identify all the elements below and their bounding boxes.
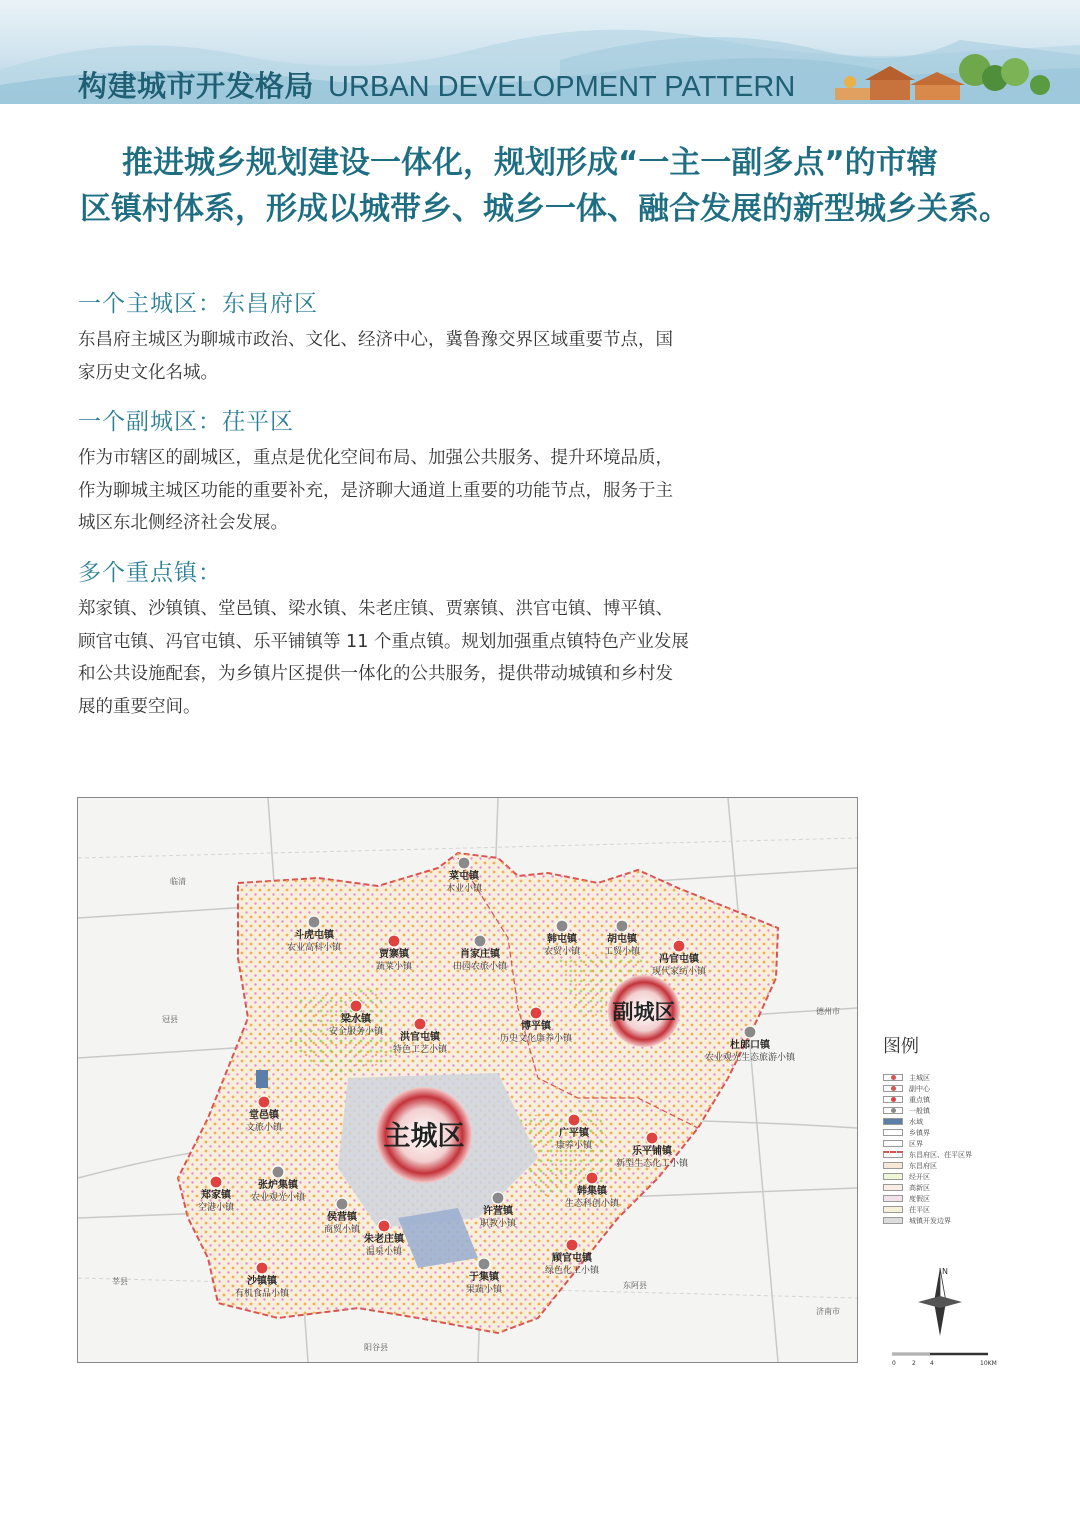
key-town-dot [414, 1018, 426, 1030]
general-town-dot [458, 857, 470, 869]
legend-label: 城镇开发边界 [909, 1216, 951, 1225]
legend-label: 主城区 [909, 1073, 930, 1082]
legend-item [883, 1182, 1003, 1193]
legend-swatch [883, 1173, 903, 1180]
place-label: 冠县 [162, 1015, 178, 1024]
town-tagline: 康养小镇 [555, 1141, 593, 1151]
general-town-dot [474, 935, 486, 947]
legend-label: 一般镇 [909, 1106, 930, 1115]
legend-swatch [883, 1162, 903, 1169]
north-arrow-and-scale [892, 1262, 1010, 1376]
legend-label: 东昌府区 [909, 1161, 937, 1170]
town-name: 侯营镇 [327, 1212, 357, 1223]
legend-items [883, 1072, 1003, 1226]
legend-label: 区界 [909, 1139, 923, 1148]
compass-label: N [942, 1267, 948, 1276]
section-sub-city-text: 作为市辖区的副城区，重点是优化空间布局、加强公共服务、提升环境品质，作为聊城主城区功能的重要补充，是济聊大通道上重要的功能节点，服务于主城区东北侧经济社会发展。 [78, 448, 673, 533]
town-tagline: 农贸小镇 [543, 947, 581, 957]
legend-swatch [883, 1107, 903, 1114]
town-tagline: 文旅小镇 [245, 1123, 283, 1133]
key-town-dot [256, 1262, 268, 1274]
town-name: 郑家镇 [201, 1190, 231, 1201]
town-name: 肖家庄镇 [460, 949, 500, 960]
scale-tick: 4 [930, 1360, 934, 1367]
legend-label: 东昌府区、茌平区界 [909, 1150, 972, 1159]
legend-item [883, 1215, 1003, 1226]
page-title-en: URBAN DEVELOPMENT PATTERN [328, 71, 796, 103]
key-town-dot [530, 1007, 542, 1019]
town-tagline: 生态科创小镇 [564, 1199, 620, 1209]
legend-label: 度假区 [909, 1194, 930, 1203]
scale-tick: 0 [892, 1360, 896, 1367]
legend-label: 副中心 [909, 1084, 930, 1093]
place-label: 德州市 [816, 1007, 840, 1016]
town-name: 博平镇 [521, 1021, 551, 1032]
key-town-dot [258, 1096, 270, 1108]
general-town-dot [492, 1192, 504, 1204]
legend-item [883, 1072, 1003, 1083]
legend-item [883, 1083, 1003, 1094]
general-town-dot [308, 916, 320, 928]
general-town-dot [478, 1258, 490, 1270]
legend-label: 高新区 [909, 1183, 930, 1192]
town-tagline: 现代家纺小镇 [651, 967, 707, 977]
general-town-dot [336, 1198, 348, 1210]
town-tagline: 特色工艺小镇 [392, 1045, 448, 1055]
page-title [78, 64, 795, 105]
legend-swatch [883, 1206, 903, 1213]
town-name: 朱老庄镇 [364, 1234, 404, 1245]
town-tagline: 工贸小镇 [603, 947, 641, 957]
legend-label: 茌平区 [909, 1205, 930, 1214]
town-tagline: 木业小镇 [445, 884, 483, 894]
legend-swatch [883, 1129, 903, 1136]
town-tagline: 历史文化康养小镇 [499, 1034, 573, 1044]
key-town-dot [378, 1220, 390, 1232]
legend-item [883, 1160, 1003, 1171]
town-tagline: 新型生态化工小镇 [615, 1159, 689, 1169]
legend-swatch [883, 1074, 903, 1081]
town-tagline: 农业观光生态旅游小镇 [704, 1053, 796, 1063]
map-canvas [78, 798, 857, 1362]
headline [80, 140, 1015, 232]
town-tagline: 农业观光小镇 [250, 1193, 306, 1203]
legend-item [883, 1149, 1003, 1160]
legend-label: 水域 [909, 1117, 923, 1126]
town-tagline: 农业高科小镇 [286, 943, 342, 953]
section-main-city-title: 一个主城区：东昌府区 [78, 291, 318, 317]
town-name: 广平镇 [559, 1128, 589, 1139]
legend-swatch [883, 1118, 903, 1125]
headline-line-2: 区镇村体系，形成以城带乡、城乡一体、融合发展的新型城乡关系。 [80, 191, 1010, 227]
legend-swatch [883, 1184, 903, 1191]
place-label: 济南市 [816, 1307, 840, 1316]
town-tagline: 绿色化工小镇 [544, 1266, 600, 1276]
planning-map [77, 797, 858, 1363]
town-name: 洪官屯镇 [400, 1032, 440, 1043]
headline-line-1: 推进城乡规划建设一体化，规划形成“一主一副多点”的市辖 [122, 145, 938, 181]
town-name: 沙镇镇 [247, 1276, 277, 1287]
legend-item [883, 1171, 1003, 1182]
legend-label: 重点镇 [909, 1095, 930, 1104]
town-tagline: 安全服务小镇 [328, 1027, 384, 1037]
legend-item [883, 1204, 1003, 1215]
town-name: 许营镇 [483, 1206, 513, 1217]
place-label: 阳谷县 [364, 1343, 388, 1352]
town-name: 杜郎口镇 [730, 1040, 770, 1051]
legend-swatch [883, 1217, 903, 1224]
town-name: 乐平铺镇 [632, 1146, 672, 1157]
town-tagline: 有机食品小镇 [234, 1289, 290, 1299]
key-town-dot [210, 1176, 222, 1188]
town-name: 顾官屯镇 [552, 1253, 592, 1264]
town-name: 冯官屯镇 [659, 954, 699, 965]
key-town-dot [350, 1000, 362, 1012]
header-banner [0, 0, 1080, 104]
general-town-dot [616, 920, 628, 932]
legend-swatch [883, 1195, 903, 1202]
legend-swatch [883, 1151, 903, 1158]
place-label: 临清 [170, 877, 186, 886]
map-legend [883, 1032, 1003, 1226]
legend-item [883, 1127, 1003, 1138]
town-tagline: 田园农旅小镇 [452, 962, 508, 972]
town-tagline: 职教小镇 [479, 1219, 517, 1229]
general-town-dot [556, 920, 568, 932]
legend-label: 经开区 [909, 1172, 930, 1181]
legend-title: 图例 [883, 1036, 919, 1057]
legend-item [883, 1138, 1003, 1149]
town-name: 斗虎屯镇 [294, 930, 334, 941]
legend-item [883, 1193, 1003, 1204]
key-town-dot [568, 1114, 580, 1126]
main-city-label: 主城区 [383, 1121, 465, 1152]
key-town-dot [646, 1132, 658, 1144]
general-town-dot [272, 1166, 284, 1178]
town-tagline: 商贸小镇 [323, 1225, 361, 1235]
page-title-cn: 构建城市开发格局 [78, 71, 315, 103]
legend-label: 乡镇界 [909, 1128, 930, 1137]
key-town-dot [673, 940, 685, 952]
section-sub-city-title: 一个副城区：茌平区 [78, 409, 294, 435]
town-tagline: 温泉小镇 [365, 1247, 403, 1257]
section-key-towns-text: 郑家镇、沙镇镇、堂邑镇、梁水镇、朱老庄镇、贾寨镇、洪官屯镇、博平镇、顾官屯镇、冯官屯镇、乐平铺镇等 11 个重点镇。规划加强重点镇特色产业发展和公共设施配套，为乡镇片区提供一体化的公共服务，提供带动城镇和乡村发展的重要空间。 [78, 599, 689, 717]
section-main-city-text: 东昌府主城区为聊城市政治、文化、经济中心，冀鲁豫交界区域重要节点，国家历史文化名城。 [78, 330, 673, 383]
legend-item [883, 1116, 1003, 1127]
scale-label: 10KM [980, 1360, 997, 1367]
legend-swatch [883, 1096, 903, 1103]
section-key-towns-title: 多个重点镇： [78, 560, 222, 586]
place-label: 东阿县 [623, 1281, 647, 1290]
town-tagline: 空港小镇 [197, 1203, 235, 1213]
legend-item [883, 1105, 1003, 1116]
legend-swatch [883, 1140, 903, 1147]
sub-city-label: 副城区 [612, 1000, 676, 1024]
place-label: 莘县 [112, 1277, 128, 1286]
legend-item [883, 1094, 1003, 1105]
town-name: 贾寨镇 [379, 949, 409, 960]
town-name: 菜屯镇 [449, 871, 479, 882]
key-town-dot [566, 1239, 578, 1251]
key-town-dot [388, 935, 400, 947]
town-name: 堂邑镇 [249, 1110, 279, 1121]
town-name: 梁水镇 [341, 1014, 371, 1025]
town-name: 韩集镇 [577, 1186, 607, 1197]
town-name: 胡屯镇 [607, 934, 637, 945]
town-tagline: 蔬菜小镇 [375, 962, 413, 972]
general-town-dot [744, 1026, 756, 1038]
scale-tick: 2 [912, 1360, 916, 1367]
key-town-dot [586, 1172, 598, 1184]
town-name: 韩屯镇 [547, 934, 577, 945]
town-name: 于集镇 [469, 1272, 499, 1283]
compass-icon [892, 1262, 1010, 1372]
town-name: 张炉集镇 [258, 1180, 298, 1191]
town-tagline: 果蔬小镇 [465, 1285, 503, 1295]
legend-swatch [883, 1085, 903, 1092]
water-body [256, 1070, 268, 1088]
